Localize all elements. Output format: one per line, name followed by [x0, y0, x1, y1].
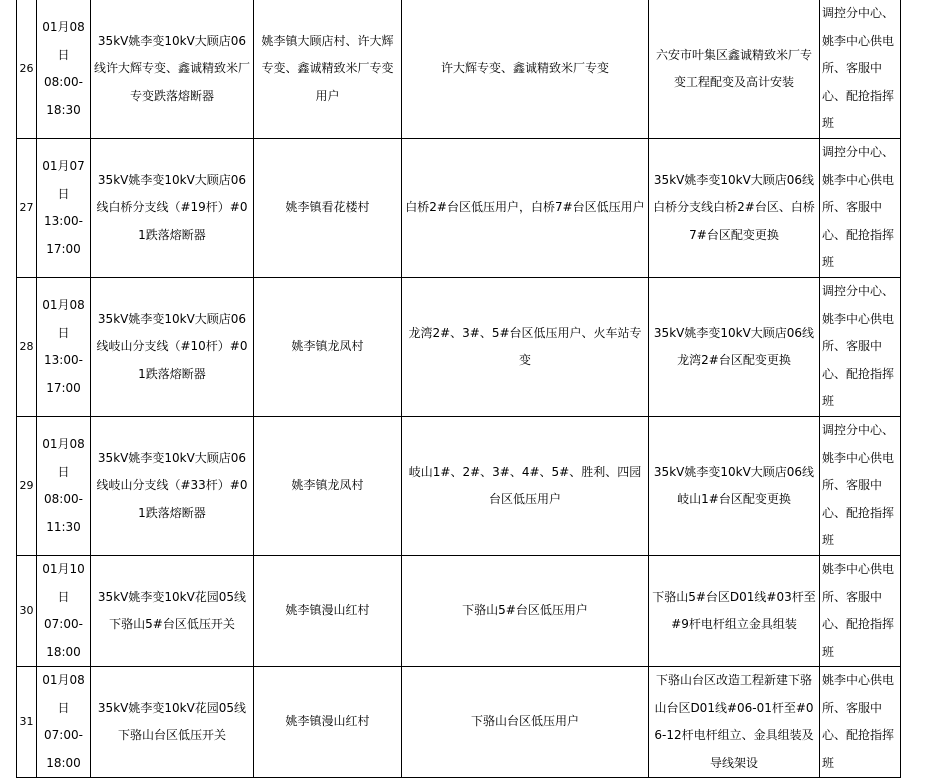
unit-line: 班: [822, 116, 835, 131]
unit-line: 心、配抢指挥: [822, 617, 895, 631]
unit-line: 班: [822, 644, 835, 659]
unit-line: 姚李中心供电: [822, 311, 895, 326]
work-content: 六安市叶集区鑫诚精致米厂专变工程配变及高计安装: [649, 0, 820, 139]
affected-users: 下骆山台区低压用户: [402, 667, 649, 778]
table-row: [17, 139, 901, 278]
unit-line: 心、配抢指挥: [822, 728, 895, 742]
unit-line: 所、客服中: [822, 61, 883, 76]
unit-line: 姚李中心供电: [822, 172, 895, 187]
outage-time-end: 18:00: [46, 755, 81, 770]
outage-area: 姚李镇龙凤村: [254, 417, 402, 556]
responsible-units: [820, 0, 901, 139]
unit-line: 所、客服中: [822, 478, 883, 493]
responsible-units: [820, 556, 901, 667]
outage-time-end: 18:30: [46, 102, 81, 117]
outage-time-end: 11:30: [46, 519, 81, 534]
work-content: 35kV姚李变10kV大顾店06线岐山1#台区配变更换: [649, 417, 820, 556]
table-row: [17, 556, 901, 667]
unit-line: 心、配抢指挥: [822, 505, 895, 520]
table-row: [17, 667, 901, 778]
unit-line: 心、配抢指挥: [822, 88, 895, 103]
outage-time-start: 08:00-: [44, 75, 83, 89]
outage-area: 姚李镇大顾店村、许大辉专变、鑫诚精致米厂专变用户: [254, 0, 402, 139]
outage-area: 姚李镇漫山红村: [254, 556, 402, 667]
outage-area: 姚李镇龙凤村: [254, 278, 402, 417]
outage-time-end: 17:00: [46, 241, 81, 256]
unit-line: 班: [822, 755, 835, 770]
outage-time-end: 17:00: [46, 380, 81, 395]
table-row: [17, 417, 901, 556]
unit-line: 班: [822, 533, 835, 548]
outage-equipment: 35kV姚李变10kV大顾店06线岐山分支线（#10杆）#01跌落熔断器: [91, 278, 254, 417]
unit-line: 调控分中心、: [822, 6, 895, 21]
outage-equipment: 35kV姚李变10kV大顾店06线岐山分支线（#33杆）#01跌落熔断器: [91, 417, 254, 556]
outage-date: 01月10日: [42, 562, 85, 604]
unit-line: 班: [822, 255, 835, 270]
outage-time-start: 13:00-: [44, 214, 83, 228]
outage-time: [37, 417, 91, 556]
outage-time-start: 08:00-: [44, 492, 83, 506]
unit-line: 姚李中心供电: [822, 673, 895, 687]
work-content: 35kV姚李变10kV大顾店06线白桥分支线白桥2#台区、白桥7#台区配变更换: [649, 139, 820, 278]
outage-date: 01月07日: [42, 159, 85, 201]
outage-area: 姚李镇漫山红村: [254, 667, 402, 778]
table-row: [17, 0, 901, 139]
responsible-units: [820, 417, 901, 556]
row-number: 31: [17, 667, 37, 778]
unit-line: 所、客服中: [822, 589, 883, 604]
table-row: [17, 278, 901, 417]
unit-line: 调控分中心、: [822, 284, 895, 299]
responsible-units: [820, 139, 901, 278]
outage-time: [37, 0, 91, 139]
row-number: 26: [17, 0, 37, 139]
unit-line: 姚李中心供电: [822, 450, 895, 465]
outage-date: 01月08日: [42, 298, 85, 340]
row-number: 27: [17, 139, 37, 278]
outage-time-start: 07:00-: [44, 617, 83, 631]
outage-time: [37, 278, 91, 417]
outage-date: 01月08日: [42, 673, 85, 715]
outage-time-end: 18:00: [46, 644, 81, 659]
outage-time: [37, 556, 91, 667]
work-content: 下骆山5#台区D01线#03杆至#9杆电杆组立金具组装: [649, 556, 820, 667]
outage-time: [37, 667, 91, 778]
unit-line: 心、配抢指挥: [822, 227, 895, 242]
outage-time-start: 13:00-: [44, 353, 83, 367]
outage-date: 01月08日: [42, 20, 85, 62]
unit-line: 班: [822, 394, 835, 409]
work-content: 35kV姚李变10kV大顾店06线龙湾2#台区配变更换: [649, 278, 820, 417]
row-number: 29: [17, 417, 37, 556]
outage-equipment: 35kV姚李变10kV花园05线下骆山台区低压开关: [91, 667, 254, 778]
work-content: 下骆山台区改造工程新建下骆山台区D01线#06-01杆至#06-12杆电杆组立、金具组装及导线架设: [649, 667, 820, 778]
responsible-units: [820, 667, 901, 778]
row-number: 30: [17, 556, 37, 667]
unit-line: 所、客服中: [822, 339, 883, 354]
affected-users: 岐山1#、2#、3#、4#、5#、胜利、四园台区低压用户: [402, 417, 649, 556]
outage-equipment: 35kV姚李变10kV大顾店06线许大辉专变、鑫诚精致米厂专变跌落熔断器: [91, 0, 254, 139]
unit-line: 心、配抢指挥: [822, 366, 895, 381]
affected-users: 白桥2#台区低压用户，白桥7#台区低压用户: [402, 139, 649, 278]
outage-equipment: 35kV姚李变10kV花园05线下骆山5#台区低压开关: [91, 556, 254, 667]
outage-schedule-table: [16, 0, 901, 778]
affected-users: 许大辉专变、鑫诚精致米厂专变: [402, 0, 649, 139]
unit-line: 所、客服中: [822, 700, 883, 715]
unit-line: 姚李中心供电: [822, 562, 895, 576]
unit-line: 姚李中心供电: [822, 33, 895, 48]
outage-equipment: 35kV姚李变10kV大顾店06线白桥分支线（#19杆）#01跌落熔断器: [91, 139, 254, 278]
outage-date: 01月08日: [42, 437, 85, 479]
affected-users: 龙湾2#、3#、5#台区低压用户、火车站专变: [402, 278, 649, 417]
unit-line: 调控分中心、: [822, 145, 895, 160]
unit-line: 所、客服中: [822, 200, 883, 215]
unit-line: 调控分中心、: [822, 423, 895, 438]
outage-time: [37, 139, 91, 278]
outage-area: 姚李镇看花楼村: [254, 139, 402, 278]
row-number: 28: [17, 278, 37, 417]
responsible-units: [820, 278, 901, 417]
outage-time-start: 07:00-: [44, 728, 83, 742]
affected-users: 下骆山5#台区低压用户: [402, 556, 649, 667]
